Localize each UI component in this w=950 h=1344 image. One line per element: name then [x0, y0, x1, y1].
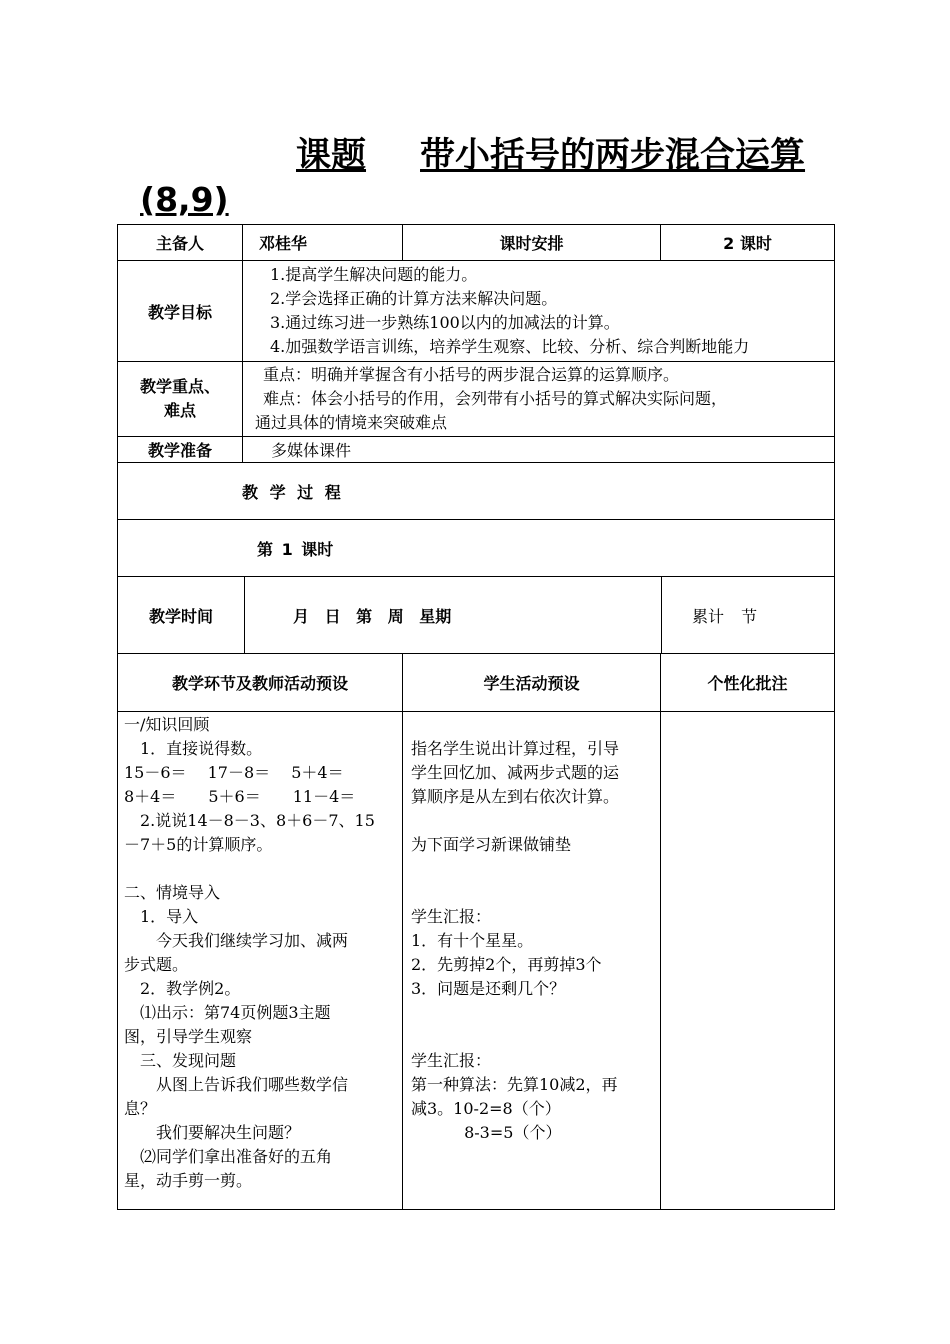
activity-line: 三、发现问题: [124, 1051, 237, 1070]
key-points-label-2: 难点: [163, 401, 196, 420]
notes-cell: [661, 712, 835, 1210]
student-activities: [403, 712, 661, 1210]
activity-line: 3．问题是还剩几个？: [411, 979, 566, 998]
title-code: (8,9): [140, 180, 229, 219]
columns-row: [118, 654, 835, 712]
time-total: 累计 节: [692, 606, 758, 626]
content-row: [118, 712, 835, 1210]
title-prefix: 课题: [296, 136, 367, 176]
activity-line: 第一种算法：先算10减2，再: [411, 1075, 618, 1094]
activity-line: 图，引导学生观察: [124, 1027, 253, 1046]
activity-line: 星，动手剪一剪。: [124, 1171, 253, 1190]
activity-line: 2．教学例2。: [124, 979, 241, 998]
activity-line: 1．有十个星星。: [411, 931, 534, 950]
objective-item: 2.学会选择正确的计算方法来解决问题。: [270, 289, 558, 308]
key-points-label: [118, 362, 243, 437]
lesson-heading-row: [118, 520, 835, 577]
objectives-row: [118, 261, 835, 362]
difficulty-text-1: 难点：体会小括号的作用，会列带有小括号的算式解决实际问题，: [263, 389, 728, 408]
lesson-plan-table: [117, 224, 835, 1210]
activity-line: 指名学生说出计算过程，引导: [411, 739, 620, 758]
title-main: 带小括号的两步混合运算: [420, 136, 806, 176]
preparation-value: 多媒体课件: [243, 437, 835, 463]
activity-line: 二、情境导入: [124, 883, 221, 902]
activity-line: [411, 857, 654, 881]
activity-line: －7＋5的计算顺序。: [124, 835, 273, 854]
activity-line: ⑵同学们拿出准备好的五角: [124, 1147, 333, 1166]
schedule-label: 课时安排: [403, 225, 661, 261]
activity-line: 2．先剪掉2个，再剪掉3个: [411, 955, 602, 974]
activity-line: 1．导入: [124, 907, 199, 926]
time-label: 教学时间: [118, 577, 245, 653]
col-notes: 个性化批注: [661, 654, 835, 712]
time-row-cell: [118, 577, 835, 654]
objectives-label: 教学目标: [118, 261, 243, 362]
col-student: 学生活动预设: [403, 654, 661, 712]
activity-line: 学生汇报：: [411, 907, 492, 926]
activity-line: 减3。10-2=8（个）: [411, 1099, 561, 1118]
process-heading-row: [118, 463, 835, 520]
activity-line: 为下面学习新课做铺垫: [411, 835, 572, 854]
process-heading: 教 学 过 程: [118, 463, 835, 520]
activity-line: ⑴出示：第74页例题3主题: [124, 1003, 331, 1022]
activity-line: [411, 1025, 654, 1049]
focus-text: 重点：明确并掌握含有小括号的两步混合运算的运算顺序。: [263, 365, 680, 384]
activity-line: 8-3=5（个）: [411, 1123, 562, 1142]
activity-line: 学生汇报：: [411, 1051, 492, 1070]
key-points-label-1: 教学重点、: [139, 377, 220, 396]
activity-line: 步式题。: [124, 955, 189, 974]
activity-line: 算顺序是从左到右依次计算。: [411, 787, 620, 806]
preparation-row: [118, 437, 835, 463]
time-row: [118, 577, 835, 654]
activity-line: 我们要解决生问题？: [124, 1123, 301, 1142]
activity-line: 从图上告诉我们哪些数学信: [124, 1075, 349, 1094]
schedule-value: 2 课时: [661, 225, 835, 261]
activity-line: 2.说说14－8－3、8＋6－7、15: [124, 811, 375, 830]
author-label: 主备人: [118, 225, 243, 261]
objective-item: 3.通过练习进一步熟练100以内的加减法的计算。: [270, 313, 620, 332]
time-date: 月 日 第 周 星期: [245, 577, 662, 653]
activity-line: [411, 881, 654, 905]
col-teacher: 教学环节及教师活动预设: [118, 654, 403, 712]
activity-line: 一/知识回顾: [124, 715, 210, 734]
objective-item: 1.提高学生解决问题的能力。: [270, 265, 478, 284]
teacher-activities: [118, 712, 403, 1210]
activity-line: [411, 1001, 654, 1025]
activity-line: 息？: [124, 1099, 157, 1118]
objective-item: 4.加强数学语言训练，培养学生观察、比较、分析、综合判断地能力: [270, 337, 750, 356]
activity-line: 今天我们继续学习加、减两: [124, 931, 349, 950]
preparation-label: 教学准备: [118, 437, 243, 463]
activity-line: [411, 809, 654, 833]
key-points-content: [243, 362, 835, 437]
key-points-row: [118, 362, 835, 437]
activity-line: 1．直接说得数。: [124, 739, 263, 758]
lesson-title: [296, 128, 805, 178]
activity-line: [411, 713, 654, 737]
difficulty-text-2: 通过具体的情境来突破难点: [255, 413, 448, 432]
activity-line: [124, 857, 396, 881]
objectives-list: [243, 261, 835, 362]
header-row: [118, 225, 835, 261]
activity-line: 8＋4＝ 5＋6＝ 11－4＝: [124, 787, 356, 806]
lesson-heading: 第 1 课时: [118, 520, 835, 577]
author-value: 邓桂华: [243, 225, 403, 261]
activity-line: 学生回忆加、减两步式题的运: [411, 763, 620, 782]
activity-line: 15－6＝ 17－8＝ 5＋4＝: [124, 763, 344, 782]
